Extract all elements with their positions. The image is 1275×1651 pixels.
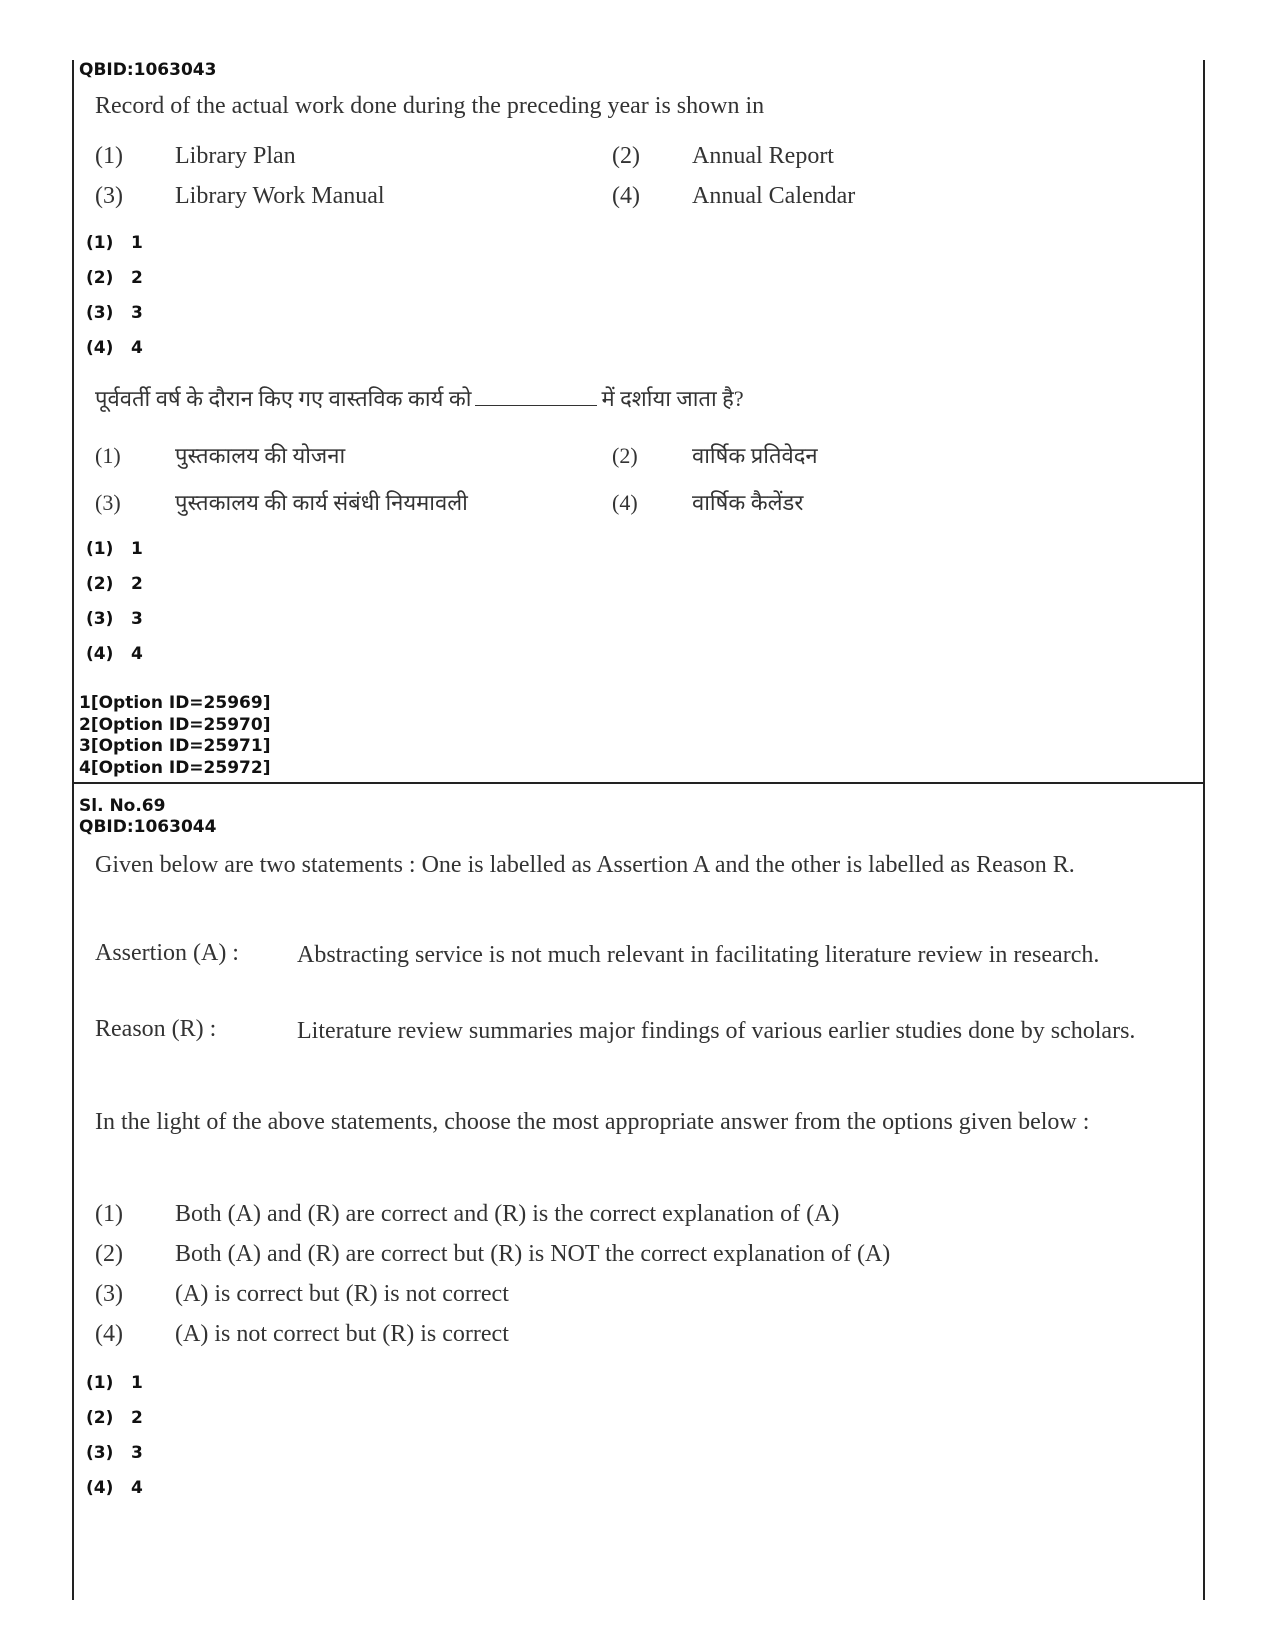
answer-choice[interactable]: (3) 3	[86, 303, 143, 323]
option-1-english: (1) Library Plan	[95, 143, 296, 169]
right-border	[1203, 60, 1205, 1600]
answer-choice[interactable]: (1) 1	[86, 1373, 143, 1393]
reason-text: Literature review summaries major findings of various earlier studies done by scholars.	[297, 1018, 1136, 1044]
left-border	[72, 60, 74, 1600]
answer-choice[interactable]: (2) 2	[86, 268, 143, 288]
option-2: (2) Both (A) and (R) are correct but (R) is NOT the correct explanation of (A)	[95, 1241, 891, 1267]
option-4: (4) (A) is not correct but (R) is correct	[95, 1321, 509, 1347]
option-2-hindi: (2) वार्षिक प्रतिवेदन	[612, 443, 818, 468]
answer-choice[interactable]: (3) 3	[86, 1443, 143, 1463]
answer-choice[interactable]: (2) 2	[86, 574, 143, 594]
option-3: (3) (A) is correct but (R) is not correct	[95, 1281, 509, 1307]
reason-label: Reason (R) :	[95, 1016, 217, 1042]
option-3-english: (3) Library Work Manual	[95, 183, 385, 209]
serial-number: Sl. No.69	[79, 796, 166, 816]
assertion-label: Assertion (A) :	[95, 940, 239, 966]
question-divider	[72, 782, 1205, 784]
question-instruction: In the light of the above statements, choose the most appropriate answer from the options given below :	[95, 1109, 1090, 1135]
qbid-label: QBID:1063043	[79, 60, 217, 80]
option-id: 2[Option ID=25970]	[79, 714, 271, 735]
option-4-english: (4) Annual Calendar	[612, 183, 856, 209]
fill-in-blank	[475, 404, 597, 406]
option-id: 3[Option ID=25971]	[79, 736, 271, 756]
option-4-hindi: (4) वार्षिक कैलेंडर	[612, 490, 804, 515]
option-3-hindi: (3) पुस्तकालय की कार्य संबंधी नियमावली	[95, 490, 468, 515]
option-id-list	[79, 693, 270, 779]
answer-choice[interactable]: (3) 3	[86, 609, 143, 629]
answer-choice[interactable]: (1) 1	[86, 539, 143, 559]
qbid-label: QBID:1063044	[79, 817, 217, 837]
answer-choice[interactable]: (1) 1	[86, 233, 143, 253]
option-id: 1[Option ID=25969]	[79, 693, 271, 713]
answer-choice[interactable]: (2) 2	[86, 1408, 143, 1428]
answer-choice[interactable]: (4) 4	[86, 338, 143, 358]
question-intro: Given below are two statements : One is labelled as Assertion A and the other is labelled as Reason R.	[95, 852, 1075, 878]
question-stem-english: Record of the actual work done during the preceding year is shown in	[95, 93, 765, 119]
option-2-english: (2) Annual Report	[612, 143, 834, 169]
answer-choice[interactable]: (4) 4	[86, 1478, 143, 1498]
question-stem-hindi: पूर्ववर्ती वर्ष के दौरान किए गए वास्तविक कार्य को में दर्शाया जाता है?	[95, 386, 744, 411]
option-id: 4[Option ID=25972]	[79, 757, 271, 778]
option-1-hindi: (1) पुस्तकालय की योजना	[95, 443, 346, 468]
assertion-text: Abstracting service is not much relevant in facilitating literature review in research.	[297, 942, 1100, 968]
option-1: (1) Both (A) and (R) are correct and (R) is the correct explanation of (A)	[95, 1201, 840, 1227]
answer-choice[interactable]: (4) 4	[86, 644, 143, 664]
